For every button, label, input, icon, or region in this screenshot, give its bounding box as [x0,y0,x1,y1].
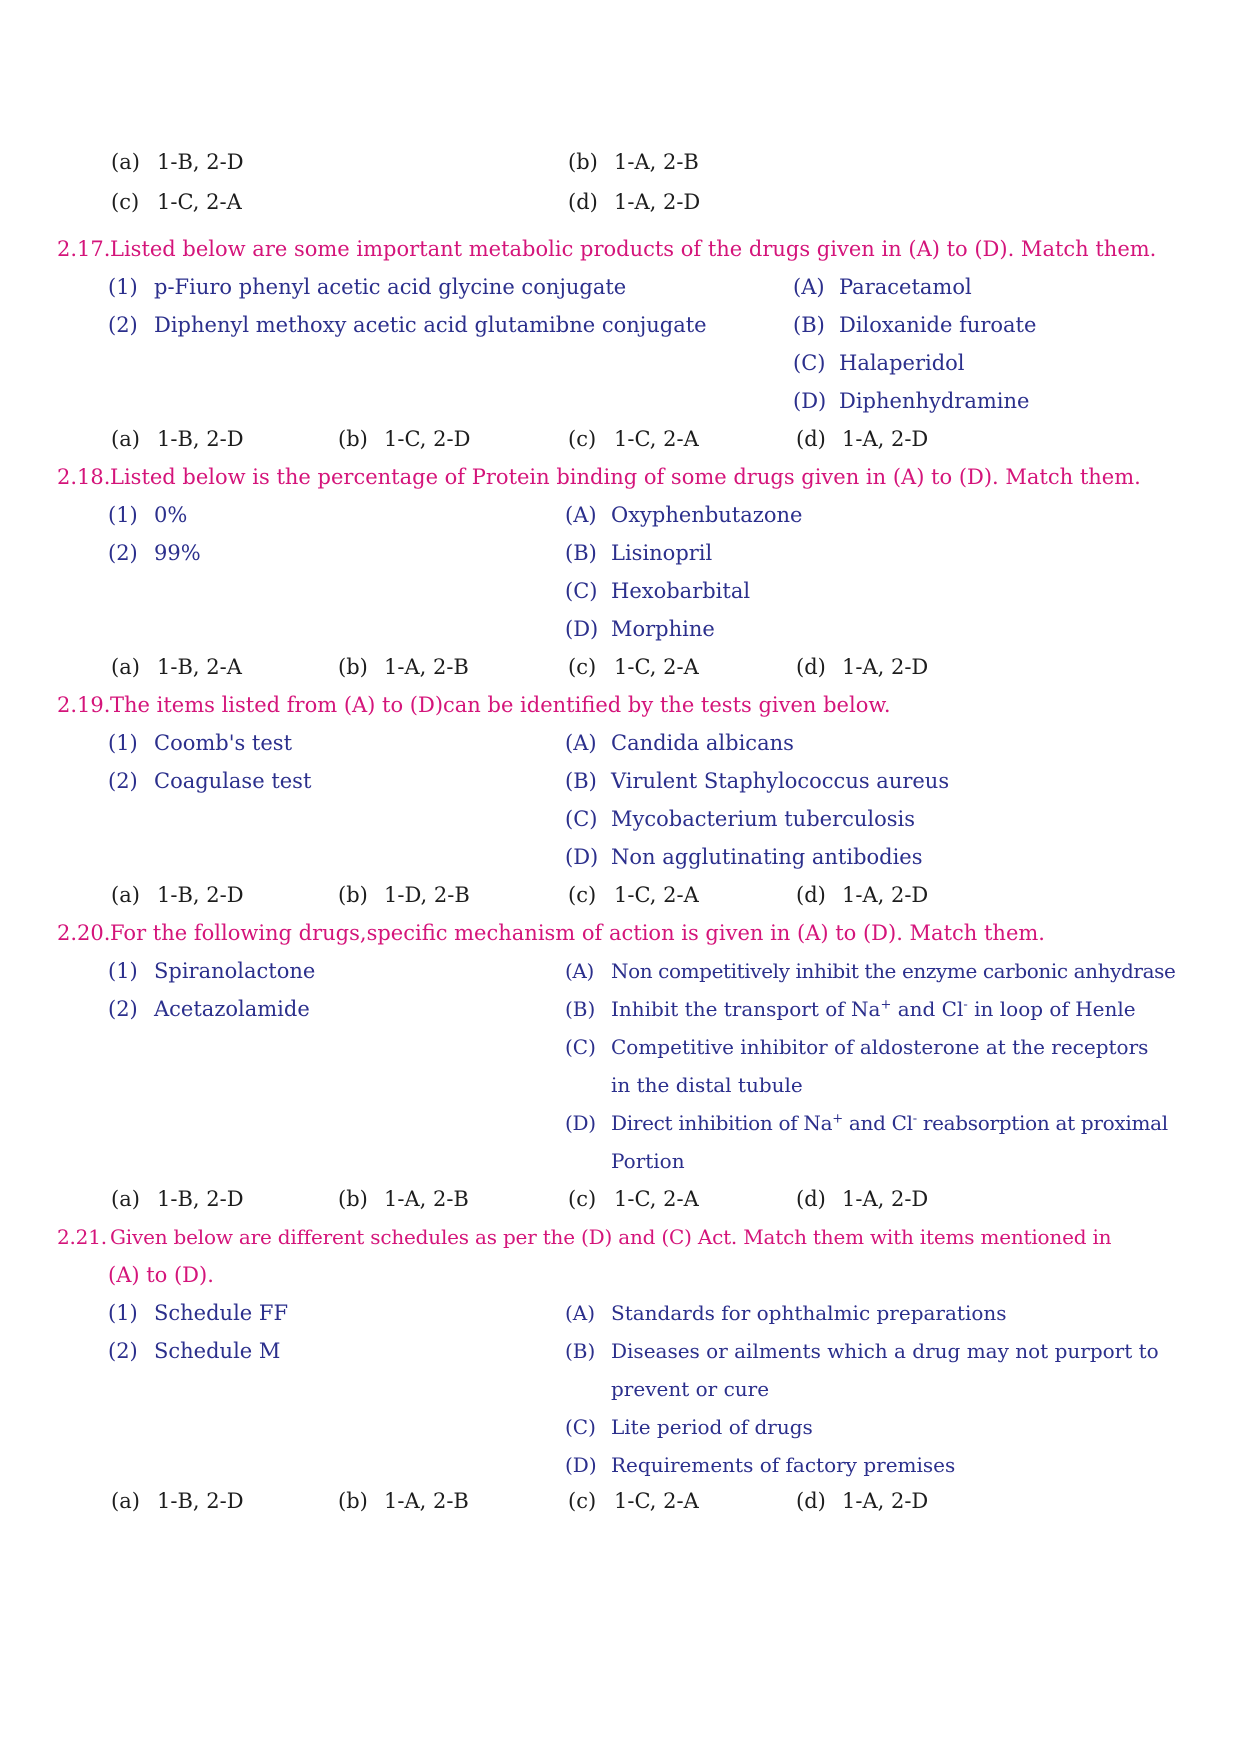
option-key: (b) [568,150,598,174]
superscript-plus: + [832,1111,843,1127]
item-text: p-Fiuro phenyl acetic acid glycine conjugate [154,275,627,299]
item-key: (D) [565,617,599,641]
q220-option-a[interactable] [111,1185,244,1213]
q220-right-b [565,995,1136,1023]
q219-option-c[interactable] [568,881,699,909]
question-number: 2.20. [57,921,111,945]
option-text: 1-B, 2-D [157,427,244,451]
item-text: Competitive inhibitor of aldosterone at the receptors [611,1035,1149,1059]
item-key: (1) [108,731,138,755]
item-text: Schedule M [154,1339,281,1363]
q221-right-d [565,1451,955,1479]
q217-option-d[interactable] [796,425,928,453]
item-key: (1) [108,959,138,983]
option-key: (a) [111,883,140,907]
option-key: (a) [111,1187,140,1211]
item-text: Lisinopril [611,541,713,565]
option-key: (d) [796,1489,826,1513]
q221-right-a [565,1299,1007,1327]
item-text: in the distal tubule [611,1073,803,1097]
q219-left-2 [108,767,311,795]
q221-right-c [565,1413,813,1441]
q220-right-c-cont [611,1071,803,1099]
question-text: (A) to (D). [108,1263,214,1287]
item-key: (C) [793,351,826,375]
item-text: Oxyphenbutazone [611,503,803,527]
option-key: (a) [111,1489,140,1513]
question-number: 2.18. [57,465,111,489]
item-text: Paracetamol [839,275,972,299]
option-text: 1-A, 2-D [842,883,929,907]
item-key: (C) [565,1035,596,1059]
option-text: 1-B, 2-D [157,1489,244,1513]
option-text: 1-B, 2-D [157,1187,244,1211]
q219-option-b[interactable] [338,881,470,909]
question-text: Given below are different schedules as per the (D) and (C) Act. Match them with items mentioned in [110,1225,1112,1249]
item-text: Morphine [611,617,715,641]
item-key: (C) [565,579,598,603]
q220-left-1 [108,957,315,985]
q218-left-2 [108,539,201,567]
q219-option-d[interactable] [796,881,928,909]
item-text: Diphenhydramine [839,389,1030,413]
question-stem-2-18 [57,463,1141,491]
q221-left-2 [108,1337,280,1365]
q221-option-c[interactable] [568,1487,699,1515]
option-text: 1-A, 2-B [384,1187,469,1211]
item-key: (C) [565,1415,596,1439]
item-key: (A) [565,503,597,527]
item-text: 99% [154,541,201,565]
item-text: Lite period of drugs [611,1415,813,1439]
option-text: 1-A, 2-D [842,655,929,679]
item-text: Inhibit the transport of Na [611,997,881,1021]
question-number: 2.19. [57,693,111,717]
item-text: Schedule FF [154,1301,289,1325]
item-text: Non agglutinating antibodies [611,845,923,869]
superscript-minus: - [912,1111,917,1127]
option-text: 1-B, 2-A [157,655,242,679]
item-key: (A) [793,275,825,299]
q221-option-a[interactable] [111,1487,244,1515]
item-text: Requirements of factory premises [611,1453,956,1477]
q218-right-b [565,539,712,567]
question-stem-2-17 [57,235,1156,263]
question-text: Listed below are some important metabolic products of the drugs given in (A) to (D). Match them. [110,237,1157,261]
q220-right-d-cont [611,1147,685,1175]
option-text: 1-A, 2-B [614,150,699,174]
q220-right-d [565,1109,1168,1137]
option-key: (d) [796,655,826,679]
item-key: (2) [108,769,138,793]
item-key: (C) [565,807,598,831]
option-key: (b) [338,1187,368,1211]
q218-right-c [565,577,750,605]
item-text: 0% [154,503,188,527]
item-text: Hexobarbital [611,579,751,603]
q217-option-b[interactable] [338,425,470,453]
item-key: (B) [565,769,597,793]
superscript-plus: + [880,997,892,1013]
option-text: 1-C, 2-A [157,190,242,214]
item-text: Halaperidol [839,351,965,375]
item-text: and Cl [842,1111,913,1135]
option-key: (d) [796,427,826,451]
item-key: (A) [565,731,597,755]
item-key: (B) [565,541,597,565]
q219-right-a [565,729,794,757]
q219-left-1 [108,729,292,757]
item-text: Candida albicans [611,731,794,755]
q217-left-1 [108,273,626,301]
item-key: (D) [565,1453,597,1477]
option-text: 1-C, 2-A [614,1187,699,1211]
option-text: 1-A, 2-D [842,427,929,451]
item-text: Diloxanide furoate [839,313,1037,337]
item-text: Coomb's test [154,731,293,755]
q217-right-a [793,273,972,301]
item-text: prevent or cure [611,1377,770,1401]
option-key: (a) [111,150,140,174]
item-text: Coagulase test [154,769,312,793]
item-key: (A) [565,959,594,983]
question-text: For the following drugs,specific mechanism of action is given in (A) to (D). Match them. [110,921,1045,945]
option-text: 1-A, 2-B [384,1489,469,1513]
option-text: 1-A, 2-D [614,190,701,214]
item-key: (B) [565,1339,596,1363]
q220-option-b[interactable] [338,1185,469,1213]
question-number: 2.21. [57,1225,107,1249]
item-key: (1) [108,275,138,299]
q218-option-c[interactable] [568,653,699,681]
q220-option-d[interactable] [796,1185,928,1213]
option-key: (b) [338,427,368,451]
item-key: (D) [565,845,599,869]
item-text: Virulent Staphylococcus aureus [611,769,950,793]
item-key: (2) [108,997,138,1021]
q219-right-d [565,843,923,871]
item-key: (B) [793,313,825,337]
q218-left-1 [108,501,187,529]
option-text: 1-A, 2-D [842,1489,929,1513]
q220-right-a [565,957,1175,985]
q217-right-d [793,387,1029,415]
question-stem-2-20 [57,919,1045,947]
q217-left-2 [108,311,707,339]
option-key: (d) [796,1187,826,1211]
q217-option-a[interactable] [111,425,244,453]
item-key: (1) [108,503,138,527]
q221-right-b-cont [611,1375,769,1403]
item-key: (1) [108,1301,138,1325]
item-text: Direct inhibition of Na [611,1111,833,1135]
item-key: (B) [565,997,596,1021]
q220-left-2 [108,995,310,1023]
item-text: Non competitively inhibit the enzyme carbonic anhydrase [611,959,1176,983]
item-key: (A) [565,1301,596,1325]
prev-option-b[interactable] [568,148,699,176]
q220-option-c[interactable] [568,1185,699,1213]
q221-right-b [565,1337,1159,1365]
option-text: 1-C, 2-D [384,427,471,451]
item-key: (D) [793,389,827,413]
q217-right-c [793,349,965,377]
q217-right-b [793,311,1036,339]
item-text: Mycobacterium tuberculosis [611,807,916,831]
option-text: 1-C, 2-A [614,655,699,679]
option-key: (c) [568,427,597,451]
option-text: 1-A, 2-B [384,655,469,679]
q220-right-c [565,1033,1148,1061]
q218-option-d[interactable] [796,653,928,681]
option-text: 1-B, 2-D [157,883,244,907]
superscript-minus: - [963,997,968,1013]
q218-right-d [565,615,715,643]
item-key: (2) [108,541,138,565]
item-text: in loop of Henle [967,997,1136,1021]
item-text: Standards for ophthalmic preparations [611,1301,1007,1325]
option-key: (d) [568,190,598,214]
q217-option-c[interactable] [568,425,699,453]
item-text: Spiranolactone [154,959,316,983]
question-stem-2-19 [57,691,891,719]
item-key: (2) [108,1339,138,1363]
option-key: (c) [568,883,597,907]
option-key: (c) [568,1489,597,1513]
item-text: reabsorption at proximal [916,1111,1168,1135]
option-key: (b) [338,655,368,679]
option-text: 1-C, 2-A [614,883,699,907]
question-number: 2.17. [57,237,111,261]
option-key: (c) [568,655,597,679]
item-key: (D) [565,1111,596,1135]
prev-option-c[interactable] [111,188,242,216]
item-text: Diphenyl methoxy acetic acid glutamibne conjugate [154,313,707,337]
option-key: (b) [338,1489,368,1513]
question-text: The items listed from (A) to (D)can be identified by the tests given below. [110,693,891,717]
option-key: (c) [111,190,140,214]
question-stem-2-21-cont [108,1261,214,1289]
q221-left-1 [108,1299,288,1327]
q219-right-c [565,805,915,833]
item-text: Diseases or ailments which a drug may not purport to [611,1339,1159,1363]
q219-right-b [565,767,949,795]
option-text: 1-A, 2-D [842,1187,929,1211]
option-key: (c) [568,1187,597,1211]
option-text: 1-C, 2-A [614,427,699,451]
item-key: (2) [108,313,138,337]
question-text: Listed below is the percentage of Protein binding of some drugs given in (A) to (D). Match them. [110,465,1141,489]
q218-right-a [565,501,802,529]
option-key: (a) [111,655,140,679]
option-key: (d) [796,883,826,907]
q218-option-b[interactable] [338,653,469,681]
option-text: 1-B, 2-D [157,150,244,174]
option-key: (a) [111,427,140,451]
item-text: and Cl [891,997,964,1021]
q221-option-b[interactable] [338,1487,469,1515]
q219-option-a[interactable] [111,881,244,909]
option-text: 1-C, 2-A [614,1489,699,1513]
prev-option-a[interactable] [111,148,244,176]
prev-option-d[interactable] [568,188,700,216]
q218-option-a[interactable] [111,653,242,681]
q221-option-d[interactable] [796,1487,928,1515]
question-stem-2-21 [57,1223,1111,1251]
option-text: 1-D, 2-B [384,883,470,907]
item-text: Acetazolamide [154,997,310,1021]
option-key: (b) [338,883,368,907]
item-text: Portion [611,1149,685,1173]
